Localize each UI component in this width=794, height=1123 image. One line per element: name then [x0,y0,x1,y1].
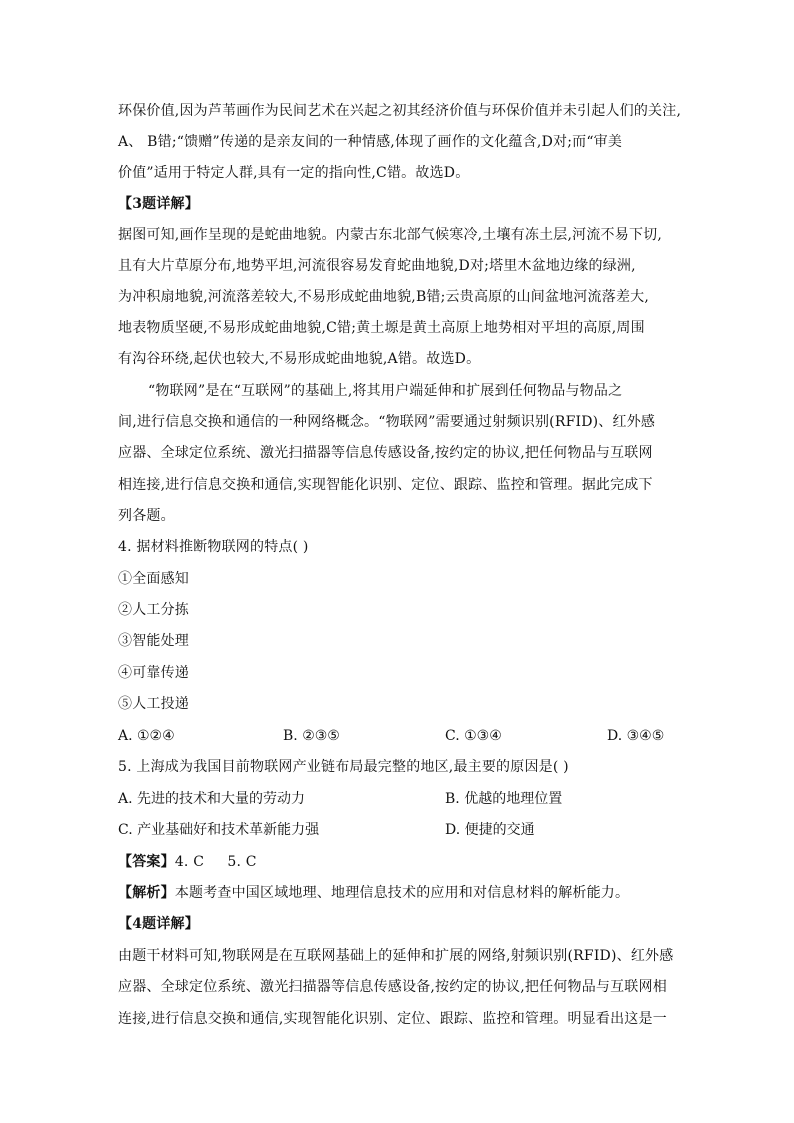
q4-item: ⑤人工投递 [118,696,189,712]
q5-option-a: A. 先进的技术和大量的劳动力 [118,791,306,807]
q4-option-d: D. ③④⑤ [607,728,665,744]
passage-line: 环保价值,因为芦苇画作为民间艺术在兴起之初其经济价值与环保价值并未引起人们的关注, [118,103,682,119]
q4-detail-line: 连接,进行信息交换和通信,实现智能化识别、定位、跟踪、监控和管理。明显看出这是一 [118,1011,667,1027]
q4-item: ③智能处理 [118,633,189,649]
q4-option-c: C. ①③④ [445,728,502,744]
q4-option-b: B. ②③⑤ [283,728,340,744]
q3-heading: 【3题详解】 [118,196,199,212]
q4-heading: 【4题详解】 [118,916,199,932]
material-line: 应器、全球定位系统、激光扫描器等信息传感设备,按约定的协议,把任何物品与互联网 [118,445,653,461]
analysis-text: 本题考查中国区域地理、地理信息技术的应用和对信息材料的解析能力。 [174,885,630,901]
q5-stem: 5. 上海成为我国目前物联网产业链布局最完整的地区,最主要的原因是( ) [118,759,569,775]
analysis-line [118,883,629,903]
material-line: 间,进行信息交换和通信的一种网络概念。“物联网”需要通过射频识别(RFID)、红外感 [118,414,656,430]
q5-option-d: D. 便捷的交通 [445,822,535,838]
q4-stem: 4. 据材料推断物联网的特点( ) [118,539,309,555]
analysis-label: 【解析】 [118,885,175,901]
material-line: “物联网”是在“互联网”的基础上,将其用户端延伸和扩展到任何物品与物品之 [148,383,623,399]
answer-text: 4. C 5. C [174,854,257,870]
q3-detail-line: 且有大片草原分布,地势平坦,河流很容易发育蛇曲地貌,D对;塔里木盆地边缘的绿洲, [118,258,636,274]
q4-item: ②人工分拣 [118,602,189,618]
q4-item: ④可靠传递 [118,665,189,681]
q3-detail-line: 有沟谷环绕,起伏也较大,不易形成蛇曲地貌,A错。故选D。 [118,351,481,367]
answer-line [118,852,257,872]
q4-option-a: A. ①②④ [118,728,175,744]
q5-option-b: B. 优越的地理位置 [445,791,563,807]
q3-detail-line: 地表物质坚硬,不易形成蛇曲地貌,C错;黄土塬是黄土高原上地势相对平坦的高原,周围 [118,320,645,336]
answer-label: 【答案】 [118,854,175,870]
material-line: 相连接,进行信息交换和通信,实现智能化识别、定位、跟踪、监控和管理。据此完成下 [118,477,653,493]
q4-item: ①全面感知 [118,571,189,587]
material-line: 列各题。 [118,508,175,524]
q3-detail-line: 为冲积扇地貌,河流落差较大,不易形成蛇曲地貌,B错;云贵高原的山间盆地河流落差大, [118,289,650,305]
q4-detail-line: 由题干材料可知,物联网是在互联网基础上的延伸和扩展的网络,射频识别(RFID)、红外感 [118,948,674,964]
q4-detail-line: 应器、全球定位系统、激光扫描器等信息传感设备,按约定的协议,把任何物品与互联网相 [118,979,667,995]
passage-line: 价值”适用于特定人群,具有一定的指向性,C错。故选D。 [118,165,470,181]
passage-line: A、 B错;“馈赠”传递的是亲友间的一种情感,体现了画作的文化蕴含,D对;而“审美 [118,134,623,150]
q5-option-c: C. 产业基础好和技术革新能力强 [118,822,320,838]
q3-detail-line: 据图可知,画作呈现的是蛇曲地貌。内蒙古东北部气候寒冷,土壤有冻土层,河流不易下切, [118,227,662,243]
